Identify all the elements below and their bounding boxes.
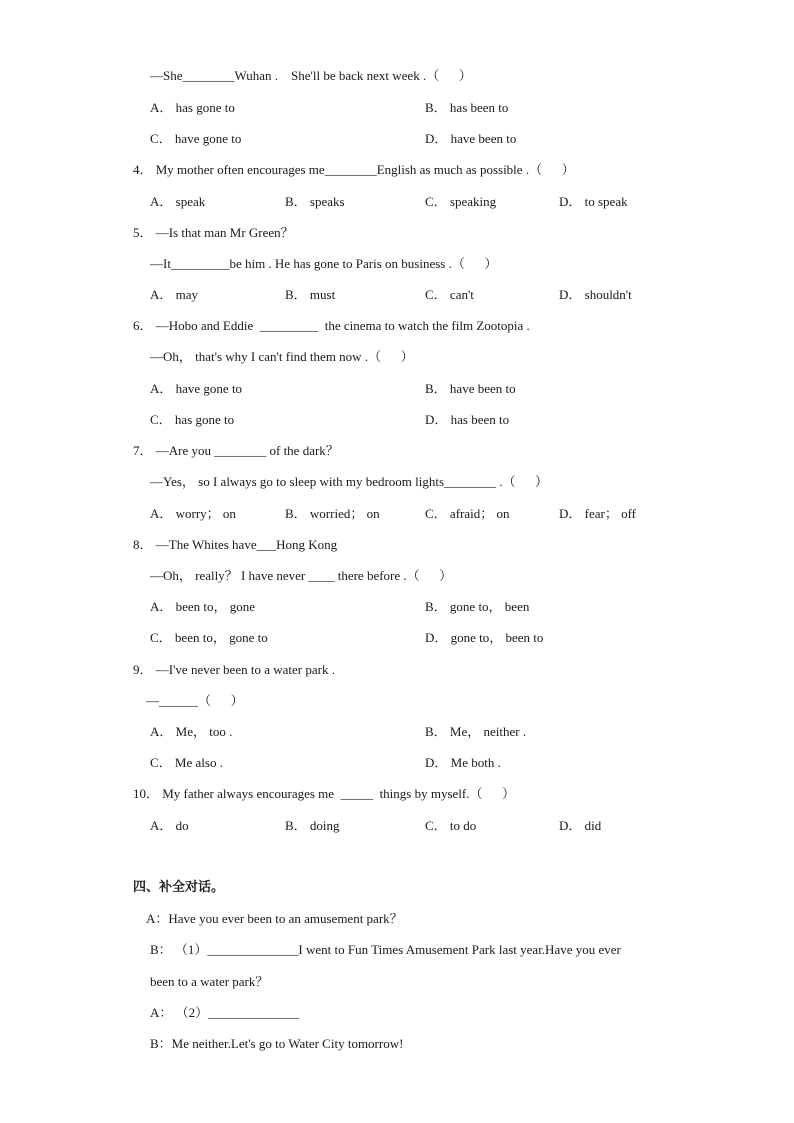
q4-option-b: B． speaks [285,194,345,209]
q6-option-a: A． have gone to [150,381,243,396]
q7-option-c: C． afraid； on [425,506,510,521]
q6-option-c: C． has gone to [150,412,235,427]
q9-stem-2: —______（ ） [146,693,244,708]
q4-option-c: C． speaking [425,194,497,209]
q4-option-d: D． to speak [559,194,628,209]
section4-line-4: A： （2）______________ [150,1005,300,1020]
q5-option-a: A． may [150,287,199,302]
q8-option-b: B． gone to， been [425,599,530,614]
q9-option-b: B． Me， neither . [425,724,527,739]
q8-option-c: C． been to， gone to [150,630,268,645]
q6-stem-2: —Oh， that's why I can't find them now .（ ） [150,349,414,364]
section4-title: 四、补全对话。 [133,880,225,895]
q7-option-d: D． fear； off [559,506,637,521]
q4-option-a: A． speak [150,194,206,209]
q10-option-a: A． do [150,818,189,833]
q6-option-d: D． has been to [425,412,510,427]
q5-option-b: B． must [285,287,336,302]
q5-stem-1: 5． —Is that man Mr Green？ [133,225,294,240]
q3-option-b: B． has been to [425,100,509,115]
q9-option-c: C． Me also . [150,755,223,770]
section4-line-5: B：Me neither.Let's go to Water City tomorrow! [150,1036,404,1051]
q7-stem-1: 7． —Are you ________ of the dark？ [133,443,339,458]
q6-option-b: B． have been to [425,381,516,396]
q5-stem-2: —It_________be him . He has gone to Paris on business .（ ） [150,256,498,271]
section4-line-1: A：Have you ever been to an amusement park？ [146,911,403,926]
q3-option-a: A． has gone to [150,100,235,115]
q7-stem-2: —Yes， so I always go to sleep with my bedroom lights________ .（ ） [150,474,549,489]
q9-stem-1: 9． —I've never been to a water park . [133,662,335,677]
q4-stem: 4． My mother often encourages me________English as much as possible .（ ） [133,162,575,177]
q5-option-c: C． can't [425,287,474,302]
q3-stem: —She________Wuhan . She'll be back next week .（ ） [150,68,472,83]
q10-option-c: C． to do [425,818,477,833]
q8-option-a: A． been to， gone [150,599,256,614]
q3-option-c: C． have gone to [150,131,242,146]
q8-option-d: D． gone to， been to [425,630,544,645]
q6-stem-1: 6． —Hobo and Eddie _________ the cinema to watch the film Zootopia . [133,318,530,333]
section4-line-3: been to a water park？ [150,974,269,989]
q10-stem: 10． My father always encourages me _____ things by myself.（ ） [133,786,515,801]
q3-option-d: D． have been to [425,131,517,146]
q7-option-b: B． worried； on [285,506,380,521]
q9-option-a: A． Me， too . [150,724,233,739]
q7-option-a: A． worry； on [150,506,236,521]
q10-option-b: B． doing [285,818,340,833]
q10-option-d: D． did [559,818,602,833]
q5-option-d: D． shouldn't [559,287,632,302]
q9-option-d: D． Me both . [425,755,501,770]
q8-stem-2: —Oh， really？ I have never ____ there before .（ ） [150,568,453,583]
q8-stem-1: 8． —The Whites have___Hong Kong [133,537,338,552]
section4-line-2: B： （1）______________I went to Fun Times Amusement Park last year.Have you ever [150,942,621,957]
